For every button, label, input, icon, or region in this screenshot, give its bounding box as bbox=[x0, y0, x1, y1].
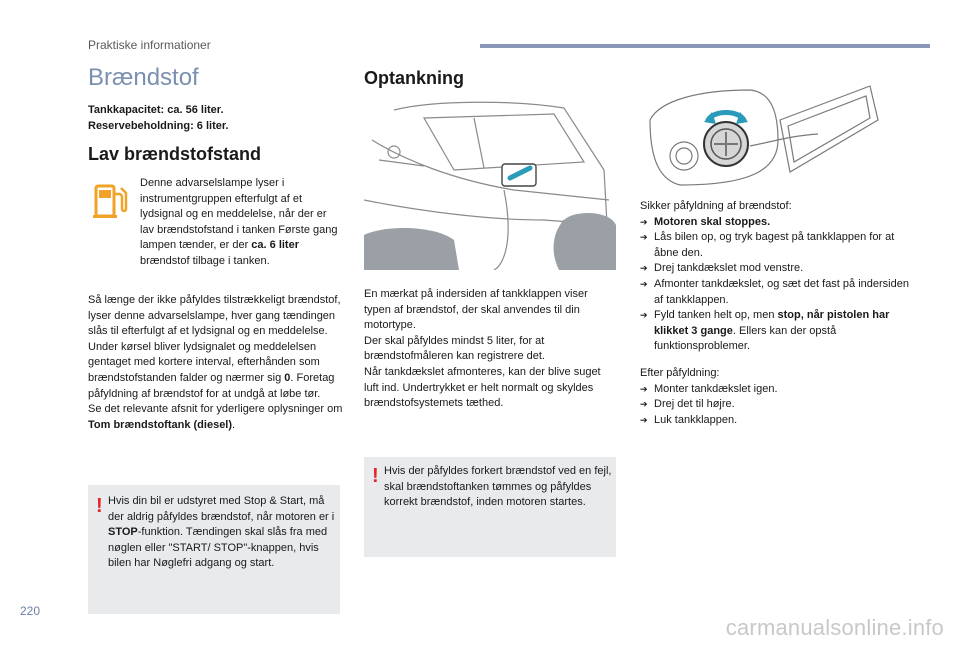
reserve-capacity: Reservebeholdning: 6 liter. bbox=[88, 120, 229, 132]
car-fuel-flap-illustration bbox=[364, 100, 616, 270]
exclamation-icon: ! bbox=[372, 465, 379, 487]
capacity-info bbox=[88, 102, 229, 134]
low-fuel-warning-text: Denne advarselslampe lyser i instrumentgruppen efterfulgt af et lydsignal og en meddelelse, når der er lav brændstofstand i tanken Første gang lampen tænder, er der ca. 6 liter brændstof tilbage i tanken. bbox=[140, 177, 338, 267]
fuel-label-info: En mærkat på indersiden af tankklappen viser typen af brændstof, der skal anvendes til din motortype. bbox=[364, 288, 588, 332]
stop-start-note-text: Hvis din bil er udstyret med Stop & Start, må der aldrig påfyldes brændstof, når motoren er i STOP-funktion. Tændingen skal slås fra med nøglen eller "START/ STOP"-knappen, hvis bilen har Nøglefri adgang og start. bbox=[108, 495, 335, 570]
page-number: 220 bbox=[20, 604, 41, 618]
heading-low-fuel: Lav brændstofstand bbox=[88, 144, 262, 164]
after-refuel-section bbox=[640, 366, 900, 428]
see-also-paragraph: Se det relevante afsnit for yderligere oplysninger om Tom brændstoftank (diesel). bbox=[88, 403, 343, 431]
tank-capacity: Tankkapacitet: ca. 56 liter. bbox=[88, 104, 224, 116]
list-item: ➔ Drej det til højre. bbox=[640, 397, 900, 413]
list-item: ➔ Afmonter tankdækslet, og sæt det fast på indersiden af tankklappen. bbox=[640, 277, 910, 308]
list-item: ➔ Monter tankdækslet igen. bbox=[640, 382, 900, 398]
watermark: carmanualsonline.info bbox=[725, 615, 944, 640]
section-label: Praktiske informationer bbox=[88, 38, 211, 52]
refueling-text bbox=[364, 287, 614, 412]
after-refuel-steps bbox=[640, 382, 900, 429]
list-item: ➔ Fyld tanken helt op, men stop, når pistolen har klikket 3 gange. Ellers kan der opstå funktionsproblemer. bbox=[640, 308, 910, 355]
low-fuel-body-text bbox=[88, 293, 348, 433]
heading-refueling: Optankning bbox=[364, 68, 464, 88]
list-item: ➔ Motoren skal stoppes. bbox=[640, 215, 910, 231]
safe-refuel-section bbox=[640, 199, 910, 355]
safe-refuel-intro: Sikker påfyldning af brændstof: bbox=[640, 200, 792, 212]
after-refuel-intro: Efter påfyldning: bbox=[640, 367, 720, 379]
air-intake-info: Når tankdækslet afmonteres, kan der blive suget luft ind. Undertrykket er helt normalt og skyldes brændstofsystemets tæthed. bbox=[364, 365, 601, 410]
list-item: ➔ Luk tankklappen. bbox=[640, 413, 900, 429]
list-item: ➔ Lås bilen op, og tryk bagest på tankklappen for at åbne den. bbox=[640, 230, 910, 261]
page-title: Brændstof bbox=[88, 64, 199, 91]
fuel-warning-icon bbox=[92, 180, 128, 220]
minimum-fill-info: Der skal påfyldes mindst 5 liter, for at brændstofmåleren kan registrere det. bbox=[364, 334, 545, 363]
stop-start-note bbox=[88, 485, 340, 614]
header-accent-bar bbox=[480, 44, 930, 48]
fuel-cap-illustration bbox=[640, 80, 890, 190]
safe-refuel-steps bbox=[640, 215, 910, 355]
low-fuel-paragraph: Så længe der ikke påfyldes tilstrækkeligt brændstof, lyser denne advarselslampe, hver gang tændingen slås til efterfulgt af et lydsignal og en meddelelse. Under kørsel bliver lydsignalet og meddelelsen gentaget med kortere interval, efterhånden som brændstofstanden falder og nærmer sig 0. Foretag påfyldning af brændstof for at undgå at løbe tør. bbox=[88, 294, 341, 400]
exclamation-icon: ! bbox=[96, 495, 103, 517]
wrong-fuel-note bbox=[364, 457, 616, 557]
empty-tank-reference: Tom brændstoftank (diesel) bbox=[88, 418, 233, 431]
wrong-fuel-note-text: Hvis der påfyldes forkert brændstof ved en fejl, skal brændstoftanken tømmes og påfyldes korrekt brændstof, inden motoren startes. bbox=[384, 465, 612, 509]
list-item: ➔ Drej tankdækslet mod venstre. bbox=[640, 261, 910, 277]
